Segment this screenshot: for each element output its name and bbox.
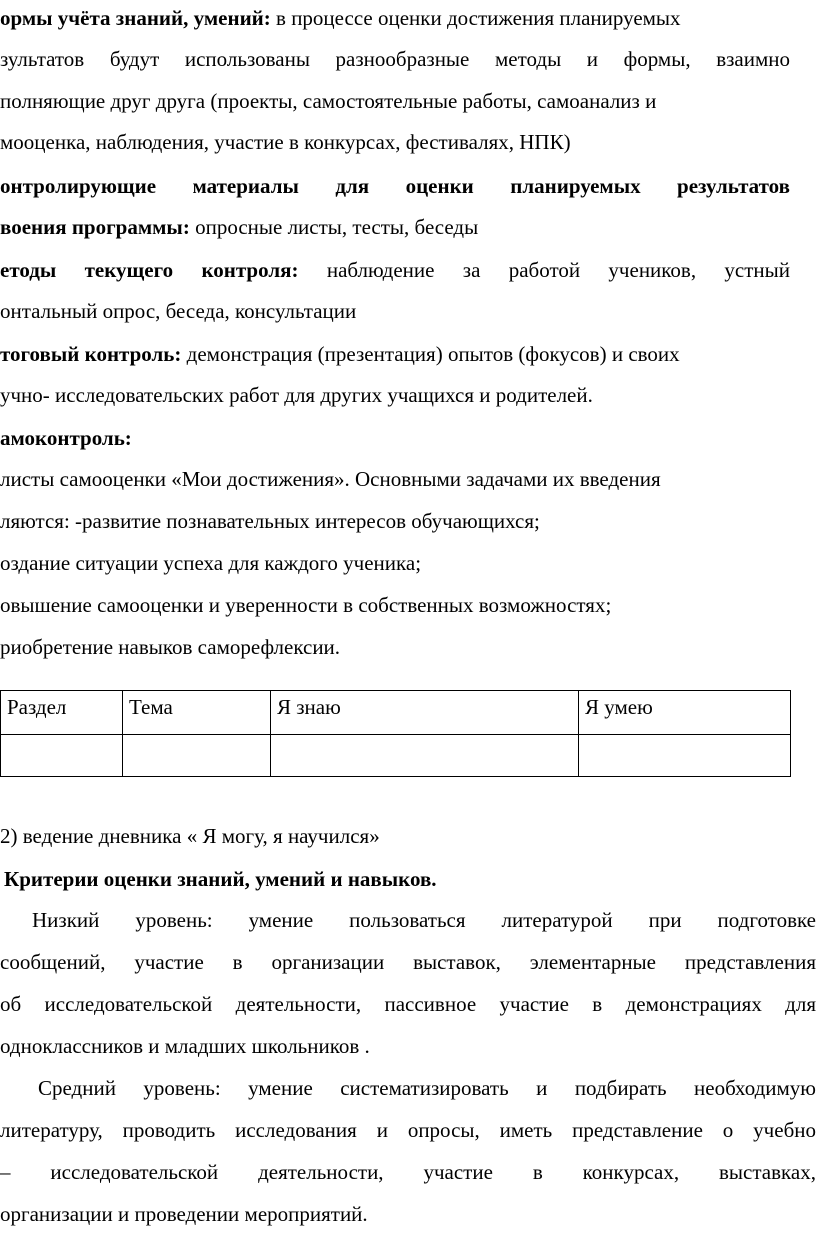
- self-control-heading: амоконтроль:: [0, 426, 132, 450]
- table-cell: [123, 735, 271, 777]
- table-header-cell-i-know: Я знаю: [271, 691, 579, 735]
- forms-line-1: [0, 4, 681, 32]
- table-cell: [1, 735, 123, 777]
- self-control-line-5: риобретение навыков саморефлексии.: [0, 635, 341, 659]
- table-cell: [271, 735, 579, 777]
- self-assessment-table: [0, 690, 791, 777]
- current-control-line-1: [0, 256, 790, 284]
- table-header-cell-i-can: Я умею: [579, 691, 791, 735]
- criteria-low-line-1: Низкий уровень: умение пользоваться литературой при подготовке: [32, 908, 816, 932]
- control-materials-text: опросные листы, тесты, беседы: [195, 215, 479, 239]
- forms-line-3: полняющие друг друга (проекты, самостоятельные работы, самоанализ и: [0, 89, 657, 113]
- criteria-mid-line-3: – исследовательской деятельности, участие в конкурсах, выставках,: [0, 1160, 816, 1184]
- criteria-low-line-3: об исследовательской деятельности, пассивное участие в демонстрациях для: [0, 992, 816, 1016]
- current-control-heading: етоды текущего контроля:: [0, 258, 299, 282]
- criteria-mid-line-2: литературу, проводить исследования и опросы, иметь представление о учебно: [0, 1118, 816, 1142]
- table-header-cell-section: Раздел: [1, 691, 123, 735]
- table-cell: [579, 735, 791, 777]
- criteria-mid-line-1: Средний уровень: умение систематизировать и подбирать необходимую: [38, 1076, 816, 1100]
- forms-line-2: зультатов будут использованы разнообразные методы и формы, взаимно: [0, 47, 790, 71]
- self-control-line-4: овышение самооценки и уверенности в собственных возможностях;: [0, 593, 612, 617]
- criteria-heading: Критерии оценки знаний, умений и навыков.: [4, 867, 437, 891]
- table-header-row: [1, 691, 791, 735]
- final-control-line-1: [0, 340, 680, 368]
- self-control-line-3: оздание ситуации успеха для каждого ученика;: [0, 551, 422, 575]
- final-control-text-1: демонстрация (презентация) опытов (фокусов) и своих: [186, 342, 680, 366]
- forms-heading: ормы учёта знаний, умений:: [0, 6, 271, 30]
- table-row: [1, 735, 791, 777]
- control-materials-line-2: [0, 213, 478, 241]
- final-control-line-2: учно- исследовательских работ для других учащихся и родителей.: [0, 383, 593, 407]
- current-control-line-2: онтальный опрос, беседа, консультации: [0, 299, 357, 323]
- criteria-low-line-2: сообщений, участие в организации выставок, элементарные представления: [0, 950, 816, 974]
- forms-text-1: в процессе оценки достижения планируемых: [276, 6, 681, 30]
- forms-line-4: мооценка, наблюдения, участие в конкурсах, фестивалях, НПК): [0, 130, 571, 154]
- control-materials-heading: онтролирующие материалы для оценки планируемых результатов: [0, 174, 790, 198]
- control-materials-heading-2: воения программы:: [0, 215, 190, 239]
- diary-line: 2) ведение дневника « Я могу, я научился»: [0, 824, 380, 848]
- self-control-line-2: ляются: -развитие познавательных интересов обучающихся;: [0, 509, 540, 533]
- self-control-line-1: листы самооценки «Мои достижения». Основными задачами их введения: [0, 467, 661, 491]
- criteria-mid-line-4: организации и проведении мероприятий.: [0, 1202, 368, 1226]
- final-control-heading: тоговый контроль:: [0, 342, 182, 366]
- current-control-text-1: наблюдение за работой учеников, устный: [326, 258, 791, 282]
- table-header-cell-topic: Тема: [123, 691, 271, 735]
- criteria-low-line-4: одноклассников и младших школьников .: [0, 1034, 370, 1058]
